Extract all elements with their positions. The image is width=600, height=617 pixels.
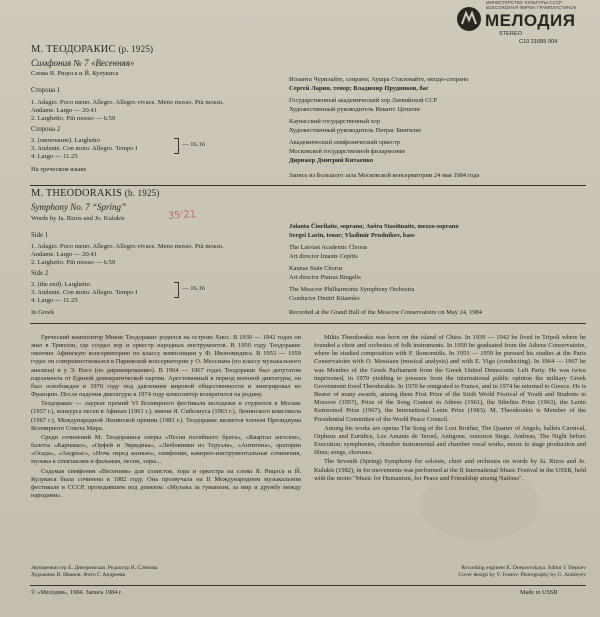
en-side1-track: 2. Larghetto. Più mosso — 6.59 [31, 259, 116, 266]
ru-side2-brace [174, 138, 179, 154]
en-words-by: Words by Ja. Rizos and Jo. Kulukis [31, 215, 125, 222]
ru-side1-head: Сторона 1 [31, 87, 61, 94]
credit-line: Cover design by V. Ivanov. Photography by G. Andreyev [458, 572, 586, 578]
en-composer-line [31, 188, 160, 199]
notes-en-paragraph: Mikis Theodorakis was born on the island of Chios. In 1939 — 1942 he lived in Tripoli where he founded a choir and orchestra of folk instruments. In 1950 he graduated from the Athens Conservatoire, where he studied composition with F. Ikonomidis. In 1953 — 1959 he pursued his studies at the Paris Conservatoire with O. Messiaen (musical analysis) and with E. Vigo (conducting). In 1964 — 1967 he was Member of the Greek Parliament from the Greek United Democratic Left Party. He was twice imprisoned, in 1970 yielding to pressure from the international public opinion the military Greek Government freed Theodorakis. In 1970 he emigrated to France, and in 1974 he returned to Greece. He is Bearer of many awards, among them First Prize of the Sixth World Festival of Youth and Students in Moscow (1957), Prize of the Song Contest in Athens (1961), the Sibelius Prize (1963), the Lenin Komsomol Prize (1967), the International Lenin Prize (1983). M. Theodorakis is Member of the Presidential Committee of the World Peace Council. [314, 334, 586, 423]
en-performer-line: Sergei Larin, tenor; Vladimir Prudnikov, bass [289, 232, 415, 239]
ru-performer-line: Художественный руководитель Имантс Цепитис [289, 106, 421, 113]
ru-performer-line: Сергей Ларин, тенор; Владимир Прудников, бас [289, 85, 429, 92]
brand-name: МЕЛОДИЯ [485, 11, 576, 30]
notes-ru-paragraph: Среди сочинений М. Теодоракиса оперы «Песня погибшего брата», «Квартал ангелов», балеты «Карнавал», «Орфей и Эвридика», «Любовники из Теруэля», «Антигона», оратории «Осада», «Андреас», «Ночь перед казнью», симфонии, камерно-инструментальные сочинения, музыка к спектаклям и фильмам, песни, хоры... [31, 433, 301, 466]
en-work-title: Symphony No. 7 “Spring” [31, 202, 127, 212]
en-performer-line: The Moscow Philharmonic Symphony Orchestra [289, 286, 415, 293]
credit-line: Художник В. Иванов. Фото Г. Андреева [31, 572, 126, 578]
ru-performer-line: Иоланта Чурилайте, сопрано; Аушра Стасюнайте, меццо-сопрано [289, 76, 469, 83]
ru-performer-line: Дирижер Дмитрий Китаенко [289, 157, 374, 164]
copyright-line: © «Мелодия», 1984. Запись 1984 г. [31, 589, 123, 596]
catalog-number: С10 21685 004 [519, 39, 558, 45]
ru-composer-line [31, 44, 153, 55]
en-performer-line: Art director Imants Cepītis [289, 253, 358, 260]
ministry-label: МИНИСТЕРСТВО КУЛЬТУРЫ СССР [486, 0, 563, 5]
ru-recording-note: Запись из Большого зала Московской консерватории 24 мая 1984 года [289, 172, 480, 179]
ru-side1-track: 2. Larghetto. Più mosso — 6.59 [31, 115, 116, 122]
en-performer-line: The Latvian Academic Chorus [289, 244, 368, 251]
ru-performer-line: Художественный руководитель Пятрас Бингялис [289, 127, 422, 134]
ru-words-by: Слова Я. Рицоса и Й. Кулукиса [31, 70, 119, 77]
ru-performer-line: Каунасский государственный хор [289, 118, 380, 125]
notes-russian [31, 334, 301, 556]
ru-side1-track: Andante. Largo — 20.41 [31, 107, 97, 114]
en-side2-brace [174, 282, 179, 298]
en-side1-head: Side 1 [31, 232, 49, 239]
notes-ru-paragraph: Седьмая симфония «Весенняя» для солистов, хора и оркестра на слова Я. Рицоса и Й. Кулукиса была сочинена в 1982 году. Она прозвучала на II Международном музыкальном фестивале в СССР, проходившем под девизом: «Музыка за гуманизм, за мир и дружбу между народами». [31, 467, 301, 499]
en-side1-track: Andante. Largo — 20.41 [31, 251, 97, 258]
divider-rule [30, 185, 586, 186]
ru-performer-line: Московской государственной филармонии [289, 148, 405, 155]
ru-side2-track: 4. Largo — 11.25 [31, 153, 78, 160]
ru-side2-track: 2. (окончание). Larghetto [31, 137, 101, 144]
en-performer-line: Kaunas State Chorus [289, 265, 343, 272]
ru-work-title: Симфония № 7 «Весенняя» [31, 58, 135, 68]
ru-performer-line: Государственный академический хор Латвийской ССР [289, 97, 438, 104]
handwritten-duration: 35'21 [167, 209, 197, 222]
stereo-label: STEREO [499, 31, 523, 37]
ru-side1-track: 1. Adagio. Poco meno. Allegro. Allegro vivace. Meno mosso. Più mosso. [31, 99, 224, 106]
en-side2-head: Side 2 [31, 270, 49, 277]
footer-rule [30, 585, 586, 586]
en-performer-line: Conductor Dmitri Kitaenko [289, 295, 360, 302]
notes-en-paragraph: The Seventh (Spring) Symphony for soloists, choir and orchestra on words by Ja. Rizos and Jo. Kulukis (1982), in for movements was performed at the II International Music Festival in the USSR, held with the motto "Music for Humanism, for Peace and Friendship among Nations". [314, 458, 586, 482]
ru-side2-total: — 16.16 [182, 141, 206, 148]
ru-composer: М. ТЕОДОРАКИС [31, 44, 116, 55]
en-side1-track: 1. Adagio. Poco meno. Allegro. Allegro vivace. Meno mosso. Più mosso. [31, 243, 224, 250]
credit-line: Recording engineer E. Dneprovskaya. Editor I. Slepnev [461, 565, 586, 571]
ru-side2-head: Сторона 2 [31, 126, 61, 133]
en-performer-line: Jolanta Čiurilaite, soprano; Aušra Stasiūnaite, mezzo-soprano [289, 223, 459, 230]
en-composer: M. THEODORAKIS [31, 188, 122, 199]
credit-line: Звукорежиссер Е. Днепровская. Редактор И. Слепова [31, 565, 158, 571]
credits-russian [31, 565, 157, 579]
credits-english [400, 565, 586, 579]
ru-performer-line: Академический симфонический оркестр [289, 139, 400, 146]
en-side2-track: 3. Andante. Con moto. Allegro. Tempo I [31, 289, 138, 296]
melodiya-logo-block [448, 0, 596, 62]
en-years: (b. 1925) [124, 188, 160, 198]
melodiya-emblem-icon [456, 6, 482, 32]
notes-ru-paragraph: Теодоракис — лауреат премий VI Всемирного фестиваля молодежи и студентов в Москве (1957 г.), конкурса песен в Афинах (1961 г.), имени Я. Сибелиуса (1963 г.), Ленинского комсомола (1967 г.), Международной Ленинской премии (1983 г.). Теодоракис является членом Президиума Всемирного Совета Мира. [31, 400, 301, 432]
ru-language: На греческом языке [31, 166, 87, 173]
en-side2-track: 2. (the end). Larghetto [31, 281, 91, 288]
notes-ru-paragraph: Греческий композитор Микис Теодоракис родился на острове Хиос. В 1939 — 1942 годах он жил в Триполи, где создал хор и оркестр народных инструментов. В 1950 году Теодоракис окончил Афинскую консерваторию по классу композиции у Ф. Икономидиса. В 1953 — 1959 годах он совершенствовался в Парижской консерватории у О. Мессиана (по классу музыкального анализа) и у Э. Вого (по дирижированию). В 1964 — 1967 годах Теодоракис был депутатом парламента от Единой демократической партии. Арестованный в период военной диктатуры, он был освобожден в 1970 году под давлением мировой общественности и эмигрировал во Францию. После падения диктатуры в 1974 году композитор возвратился на родину. [31, 334, 301, 399]
ru-years: (р. 1925) [118, 44, 154, 54]
en-performer-line: Art director Piatras Bingelis [289, 274, 361, 281]
made-in-label: Made in USSR [520, 589, 558, 596]
en-side2-track: 4. Largo — 11.25 [31, 297, 78, 304]
en-side2-total: — 16.16 [182, 285, 206, 292]
notes-en-paragraph: Among his works are operas The Song of the Lost Brother, The Quarter of Angels, ballets Carnival, Orpheus and Euridice, Les Amants de Teruel, Antigone, oratorios Siege, Andreas, The Night before Execution; symphonies, chamber instrumental and chamber vocal works, music to stage production and films; songs, choruses. [314, 424, 586, 457]
en-recording-note: Recorded at the Grand Hall of the Moscow Conservatoire on May 24, 1984 [289, 309, 482, 316]
en-language: In Greek [31, 309, 55, 316]
divider-rule [30, 323, 586, 324]
notes-english [314, 334, 586, 556]
ru-side2-track: 3. Andante. Con moto. Allegro. Tempo I [31, 145, 138, 152]
company-label: ВСЕСОЮЗНАЯ ФИРМА ГРАМПЛАСТИНОК [486, 5, 577, 10]
